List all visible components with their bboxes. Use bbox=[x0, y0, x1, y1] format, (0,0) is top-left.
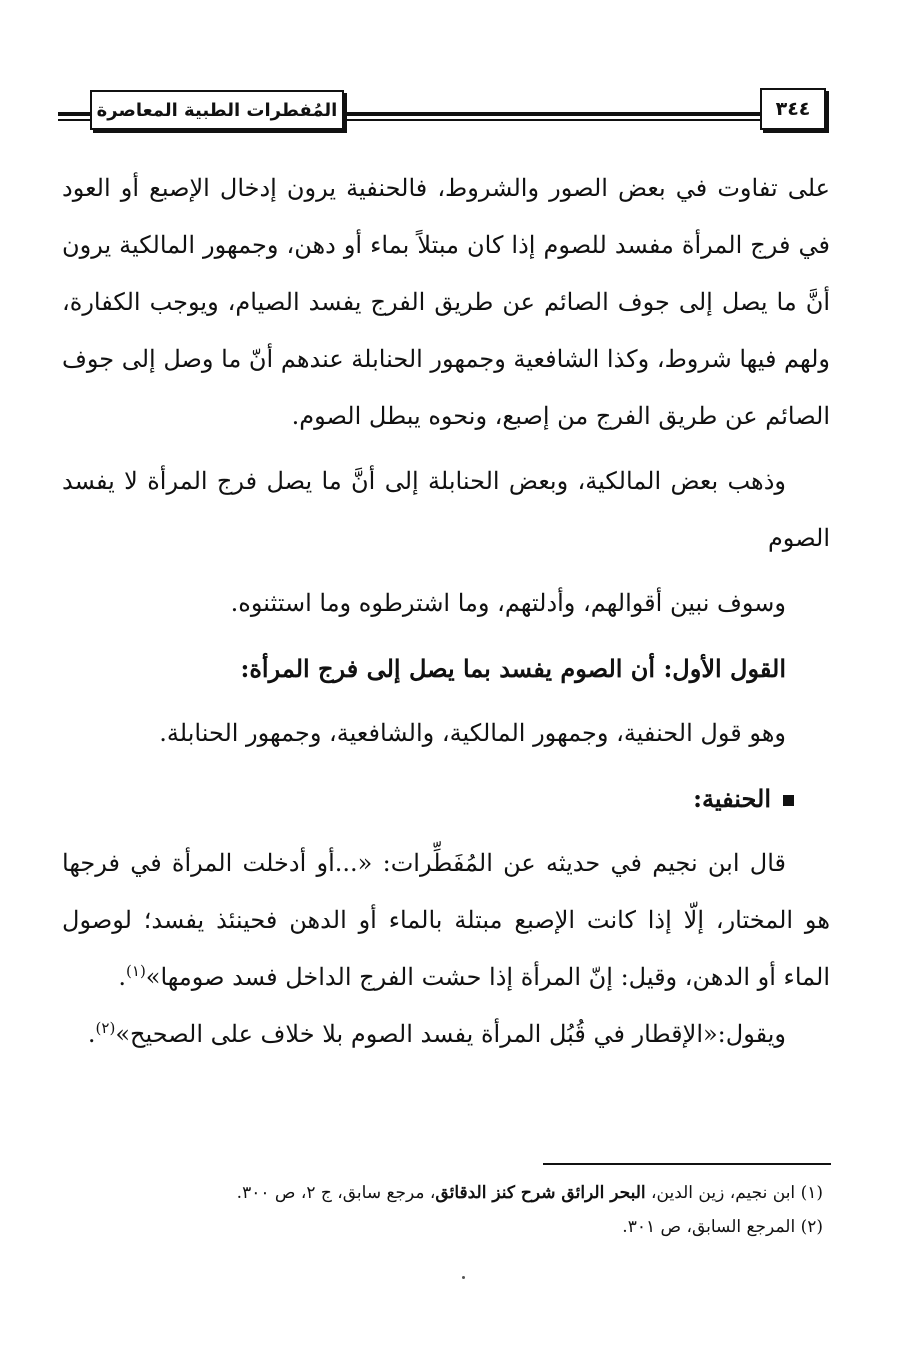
quote-ibn-nujaym: قال ابن نجيم في حديثه عن المُفَطِّرات: «...أو أدخلت المرأة في فرجها هو المختار، إلّا إذا كانت الإصبع مبتلة بالماء أو الدهن فحينئذ يفسد؛ لوصول الماء أو الدهن، وقيل: إنّ المرأة إذا حشت الفرج الداخل فسد صومها» bbox=[62, 849, 830, 991]
paragraph-6-end: . bbox=[87, 1020, 96, 1048]
paragraph-4: وهو قول الحنفية، وجمهور المالكية، والشافعية، وجمهور الحنابلة. bbox=[159, 719, 786, 747]
paragraph-5-end: . bbox=[118, 963, 127, 991]
paragraph-6 bbox=[62, 1006, 830, 1063]
footnote-1-book-title: البحر الرائق شرح كنز الدقائق bbox=[435, 1183, 646, 1203]
paragraph-5 bbox=[62, 835, 830, 1006]
square-bullet-icon bbox=[783, 795, 794, 806]
paragraph-2: وذهب بعض المالكية، وبعض الحنابلة إلى أنَّ ما يصل فرج المرأة لا يفسد الصوم bbox=[62, 467, 830, 552]
footnote-2-number: (٢) bbox=[800, 1217, 823, 1237]
stray-dot bbox=[462, 1276, 465, 1279]
footnote-1-number: (١) bbox=[800, 1183, 823, 1203]
footnotes bbox=[123, 1176, 823, 1244]
bullet-hanafiyya bbox=[62, 770, 830, 827]
footnote-separator bbox=[543, 1163, 831, 1165]
bullet-label: الحنفية: bbox=[693, 784, 771, 813]
main-text bbox=[62, 160, 830, 1063]
footnote-1-rest: ، مرجع سابق، ج ٢، ص ٣٠٠. bbox=[236, 1183, 436, 1203]
footnote-1-author: ابن نجيم، زين الدين، bbox=[651, 1183, 796, 1203]
quote-iqtar: ويقول:«الإقطار في قُبُل المرأة يفسد الصوم بلا خلاف على الصحيح» bbox=[115, 1020, 786, 1048]
footnote-ref-2[interactable]: (٢) bbox=[95, 1019, 116, 1037]
running-title: المُفطرات الطبية المعاصرة bbox=[90, 90, 344, 130]
page-header bbox=[58, 86, 826, 132]
footnote-2 bbox=[123, 1210, 823, 1244]
page-number: ٣٤٤ bbox=[760, 88, 826, 130]
paragraph-3: وسوف نبين أقوالهم، وأدلتهم، وما اشترطوه وما استثنوه. bbox=[230, 589, 786, 617]
footnote-ref-1[interactable]: (١) bbox=[126, 962, 146, 980]
paragraph-1: على تفاوت في بعض الصور والشروط، فالحنفية يرون إدخال الإصبع أو العود في فرج المرأة مفسد للصوم إذا كان مبتلاً بماء أو دهن، وجمهور المالكية يرون أنَّ ما يصل إلى جوف الصائم عن طريق الفرج يفسد الصيام، ويوجب الكفارة، ولهم فيها شروط، وكذا الشافعية وجمهور الحنابلة عندهم أنّ ما وصل إلى جوف الصائم عن طريق الفرج من إصبع، ونحوه يبطل الصوم. bbox=[62, 174, 830, 430]
section-heading: القول الأول: أن الصوم يفسد بما يصل إلى فرج المرأة: bbox=[240, 654, 786, 683]
footnote-1 bbox=[123, 1176, 823, 1210]
footnote-2-text: المرجع السابق، ص ٣٠١. bbox=[622, 1217, 796, 1237]
